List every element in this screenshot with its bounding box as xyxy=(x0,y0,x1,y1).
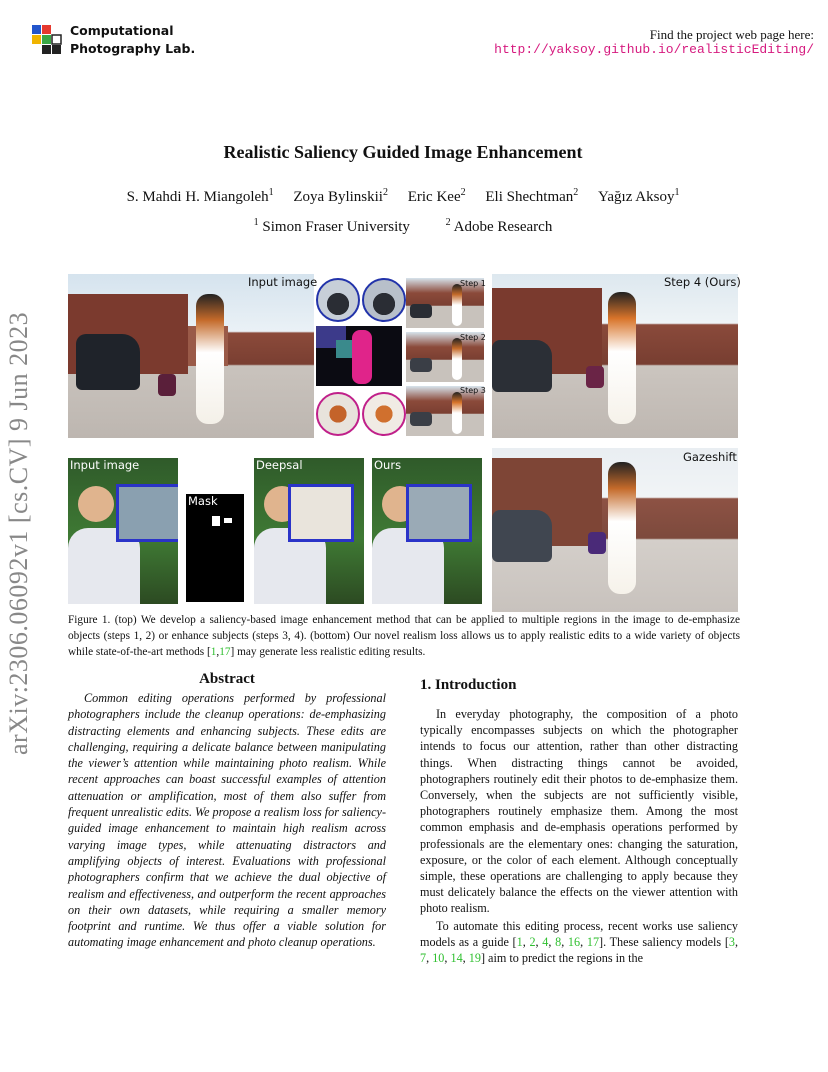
arxiv-stamp: arXiv:2306.06092v1 [cs.CV] 9 Jun 2023 xyxy=(4,311,33,755)
citation-link[interactable]: 2 xyxy=(529,935,536,950)
figure-caption: Figure 1. (top) We develop a saliency-based image enhancement method that can be applied to multiple regions in the image to de-emphasize objects (steps 1, 2) or enhance subjects (steps 3, 4). (bottom) Our novel realism loss allows us to apply realistic edits to a wide variety of objects while state-of-the-art methods [1,17] may generate less realistic editing results. xyxy=(68,614,740,658)
author: Zoya Bylinskii$^2$ xyxy=(293,187,388,205)
crop-car-2 xyxy=(362,278,406,322)
citation-link[interactable]: 14 xyxy=(450,951,463,966)
introduction-paragraph-2: To automate this editing process, recent works use saliency models as a guide [1, 2, 4, 8, 16, 17]. These saliency models [3, 7, 10, 14, 19] aim to predict the regions in the xyxy=(420,919,739,966)
label-deepsal: Deepsal xyxy=(256,458,303,472)
citation-link[interactable]: 7 xyxy=(420,951,427,966)
citation-link[interactable]: 1 xyxy=(516,935,523,950)
crop-subject-1 xyxy=(316,392,360,436)
author: Eric Kee$^2$ xyxy=(407,187,466,205)
project-url-link[interactable]: http://yaksoy.github.io/realisticEditing/ xyxy=(494,42,814,57)
citation-group: 1, 2, 4, 8, 16, 17 xyxy=(516,935,600,950)
author: Yağız Aksoy$^1$ xyxy=(598,187,680,205)
lab-name-line1: Computational xyxy=(70,23,174,38)
abstract-body: Common editing operations performed by professional photographers include the cleanup operations: de-emphasizing distracting elements and enhancing subjects. These edits are challenging, requiring a delicate balance between manipulating the viewer’s attention while maintaining photo realism. While recent approaches can boast successful examples of attention attenuation or amplification, most of them also suffer from frequent unrealistic edits. We propose a realism loss for saliency-guided image enhancement to maintain high realism across varying image types, while attenuating distractors and amplifying objects of interest. Evaluations with professional photographers confirm that we achieve the dual objective of realism and effectiveness, and outperform the recent approaches on their own datasets, while requiring a smaller memory footprint and runtime. We thus offer a viable solution for automating image enhancement and photo cleanup operations. xyxy=(68,691,386,950)
citation-link[interactable]: 10 xyxy=(432,951,445,966)
label-gazeshift: Gazeshift xyxy=(683,450,737,464)
label-step-2: Step 2 xyxy=(460,333,486,342)
citation-link[interactable]: 17 xyxy=(586,935,600,950)
ours-result-photo xyxy=(372,458,482,604)
lab-name-line2: Photography Lab. xyxy=(70,41,196,56)
paper-title: Realistic Saliency Guided Image Enhancement xyxy=(223,142,583,162)
affiliation: $^1$ Simon Fraser University xyxy=(253,217,410,235)
label-mask: Mask xyxy=(188,494,218,508)
affiliation: $^2$ Adobe Research xyxy=(445,217,553,235)
citation-link[interactable]: 1 xyxy=(210,646,217,658)
citation-link[interactable]: 16 xyxy=(567,935,581,950)
label-input-image-top: Input image xyxy=(248,275,318,289)
label-ours: Ours xyxy=(374,458,402,472)
citation-group: 3, 7, 10, 14, 19 xyxy=(420,935,739,966)
label-step-1: Step 1 xyxy=(460,279,486,288)
crop-car-1 xyxy=(316,278,360,322)
crop-subject-2 xyxy=(362,392,406,436)
gazeshift-result-photo xyxy=(492,448,738,612)
citation-link[interactable]: 17 xyxy=(219,646,231,658)
citation-link[interactable]: 19 xyxy=(468,951,481,966)
project-page-label: Find the project web page here: xyxy=(649,27,814,42)
input-photo-top xyxy=(68,274,314,438)
saliency-segmentation-map xyxy=(316,326,402,386)
abstract-heading: Abstract xyxy=(199,671,255,687)
label-step-3: Step 3 xyxy=(460,386,486,395)
citation-link[interactable]: 8 xyxy=(555,935,562,950)
citation-link[interactable]: 4 xyxy=(542,935,549,950)
step-4-output-photo xyxy=(492,274,738,438)
author: Eli Shechtman$^2$ xyxy=(485,187,579,205)
author: S. Mahdi H. Miangoleh$^1$ xyxy=(126,187,274,205)
label-step-4: Step 4 (Ours) xyxy=(664,275,741,289)
label-input-image-bottom: Input image xyxy=(70,458,140,472)
deepsal-result-photo xyxy=(254,458,364,604)
input-photo-bottom xyxy=(68,458,178,604)
introduction-heading: 1. Introduction xyxy=(420,677,517,693)
mask-image xyxy=(186,494,244,602)
introduction-paragraph-1: In everyday photography, the composition of a photo typically encompasses subjects on which the photographer intends to focus our attention, rather than other distracting things. When distracting things cannot be avoided, photographers routinely edit their photos to de-emphasize them. Conversely, when the subjects are not sufficiently visible, photographers routinely emphasize them. Among the most common emphasis and de-emphasis operations performed by professionals are the elementary ones: changing the saturation, exposure, or the color of each element. Although conceptually simple, these operations are challenging to apply because they must delicately balance the effects on the viewer attention with photo realism. xyxy=(420,707,738,916)
citation-link[interactable]: 3 xyxy=(728,935,736,950)
